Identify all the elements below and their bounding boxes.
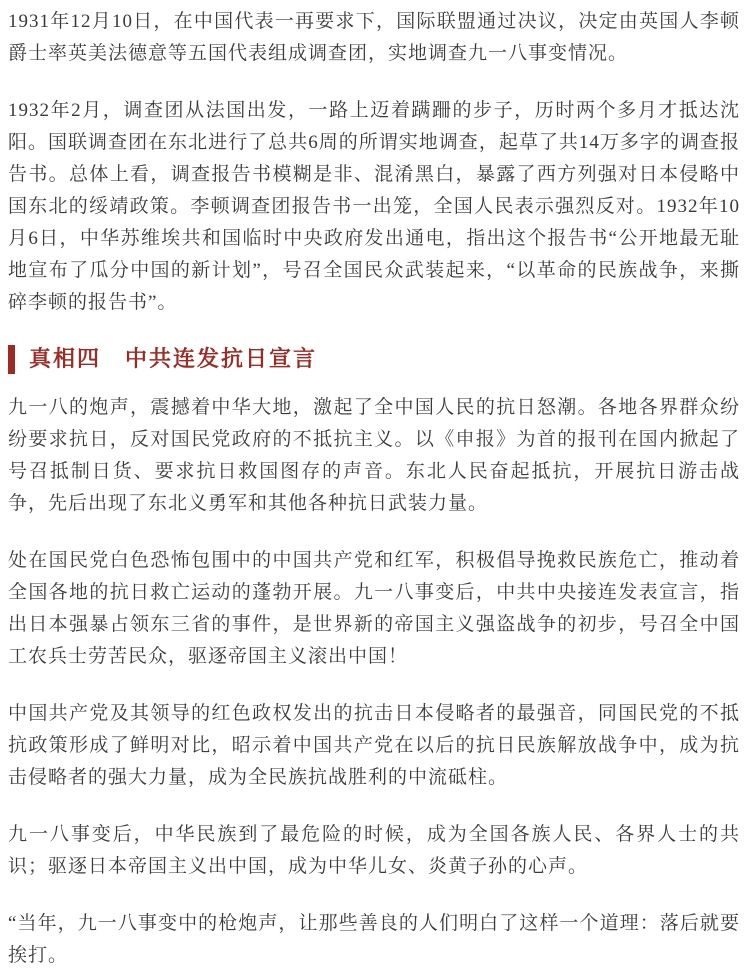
paragraph: 处在国民党白色恐怖包围中的中国共产党和红军，积极倡导挽救民族危亡，推动着全国各地的抗日救亡运动的蓬勃开展。九一八事变后，中共中央接连发表宣言，指出日本强暴占领东三省的事件，是世界新的帝国主义强盗战争的初步，号召全中国工农兵士劳苦民众，驱逐帝国主义滚出中国！ bbox=[8, 550, 740, 667]
section-heading-text: 真相四 中共连发抗日宣言 bbox=[29, 346, 318, 371]
paragraph: 九一八事变后，中华民族到了最危险的时候，成为全国各族人民、各界人士的共识；驱逐日本帝国主义出中国，成为中华儿女、炎黄子孙的心声。 bbox=[8, 824, 740, 877]
paragraph: “当年，九一八事变中的枪炮声，让那些善良的人们明白了这样一个道理：落后就要挨打。 bbox=[8, 913, 740, 966]
paragraph: 1932年2月，调查团从法国出发，一路上迈着蹒跚的步子，历时两个多月才抵达沈阳。国联调查团在东北进行了总共6周的所谓实地调查，起草了共14万多字的调查报告书。总体上看，调查报告书模糊是非、混淆黑白，暴露了西方列强对日本侵略中国东北的绥靖政策。李顿调查团报告书一出笼，全国人民表示强烈反对。1932年10月6日，中华苏维埃共和国临时中央政府发出通电，指出这个报告书“公开地最无耻地宣布了瓜分中国的新计划”，号召全国民众武装起来，“以革命的民族战争，来撕碎李顿的报告书”。 bbox=[8, 100, 740, 313]
heading-accent-bar bbox=[8, 345, 15, 374]
paragraph: 1931年12月10日，在中国代表一再要求下，国际联盟通过决议，决定由英国人李顿爵士率英美法德意等五国代表组成调查团，实地调查九一八事变情况。 bbox=[8, 11, 740, 64]
paragraph: 中国共产党及其领导的红色政权发出的抗击日本侵略者的最强音，同国民党的不抵抗政策形成了鲜明对比，昭示着中国共产党在以后的抗日民族解放战争中，成为抗击侵略者的强大力量，成为全民族抗战胜利的中流砥柱。 bbox=[8, 703, 740, 788]
section-heading bbox=[8, 344, 740, 374]
paragraph: 九一八的炮声，震撼着中华大地，激起了全中国人民的抗日怒潮。各地各界群众纷纷要求抗日，反对国民党政府的不抵抗主义。以《申报》为首的报刊在国内掀起了号召抵制日货、要求抗日救国图存的声音。东北人民奋起抵抗，开展抗日游击战争，先后出现了东北义勇军和其他各种抗日武装力量。 bbox=[8, 397, 740, 514]
